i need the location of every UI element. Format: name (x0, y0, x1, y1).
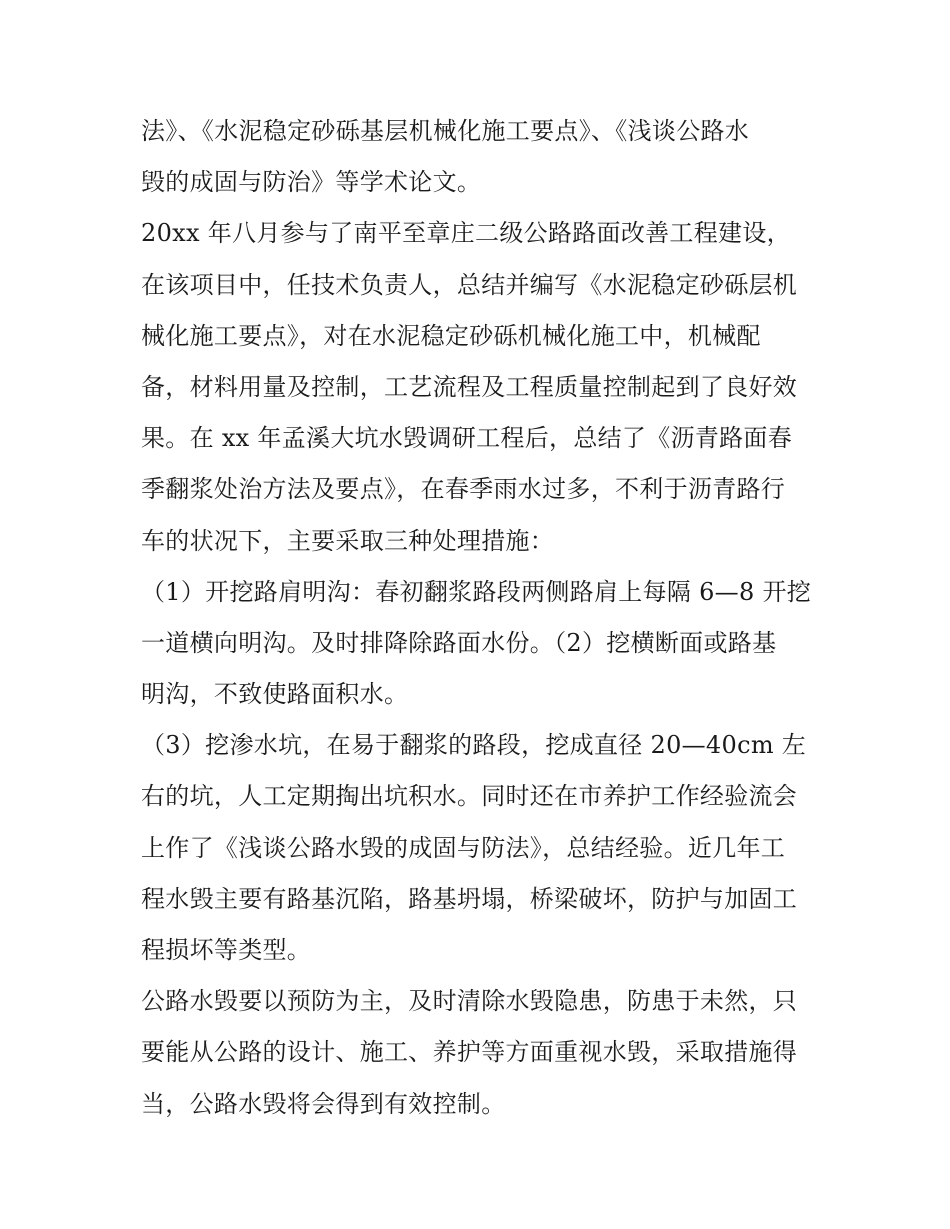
text-line: 在该项目中，任技术负责人，总结并编写《水泥稳定砂砾层机 (141, 270, 798, 299)
text-line: 法》、《水泥稳定砂砾基层机械化施工要点》、《浅谈公路水 (141, 117, 750, 145)
text-line: 一道横向明沟。及时排降除路面水份。（2）挖横断面或路基 (141, 628, 777, 657)
text-line: 当，公路水毁将会得到有效控制。 (141, 1089, 506, 1118)
text-line: （1）开挖路肩明沟：春初翻浆路段两侧路肩上每隔 6—8 开挖 (141, 577, 811, 606)
text-line: 车的状况下，主要采取三种处理措施： (141, 526, 555, 555)
text-line: 毁的成固与防治》等学术论文。 (141, 168, 482, 197)
text-line: 季翻浆处治方法及要点》，在春季雨水过多，不利于沥青路行 (141, 475, 786, 504)
text-line: 果。在 xx 年孟溪大坑水毁调研工程后，总结了《沥青路面春 (141, 424, 793, 453)
text-line: 20xx 年八月参与了南平至章庄二级公路路面改善工程建设， (141, 219, 791, 248)
text-line: 明沟，不致使路面积水。 (141, 680, 409, 709)
text-line: 械化施工要点》，对在水泥稳定砂砾机械化施工中，机械配 (141, 321, 761, 350)
text-line: 备，材料用量及控制，工艺流程及工程质量控制起到了良好效 (141, 372, 798, 401)
text-line: 上作了《浅谈公路水毁的成固与防法》，总结经验。近几年工 (141, 833, 786, 862)
text-line: 程损坏等类型。 (141, 936, 312, 964)
text-line: 要能从公路的设计、施工、养护等方面重视水毁，采取措施得 (141, 1038, 798, 1067)
text-line: 右的坑，人工定期掏出坑积水。同时还在市养护工作经验流会 (141, 782, 798, 811)
text-line: 程水毁主要有路基沉陷，路基坍塌，桥梁破坏，防护与加固工 (141, 884, 798, 913)
text-line: 公路水毁要以预防为主，及时清除水毁隐患，防患于未然，只 (141, 987, 798, 1016)
body-text (141, 106, 811, 1130)
text-line: （3）挖渗水坑，在易于翻浆的路段，挖成直径 20—40cm 左 (141, 731, 807, 760)
